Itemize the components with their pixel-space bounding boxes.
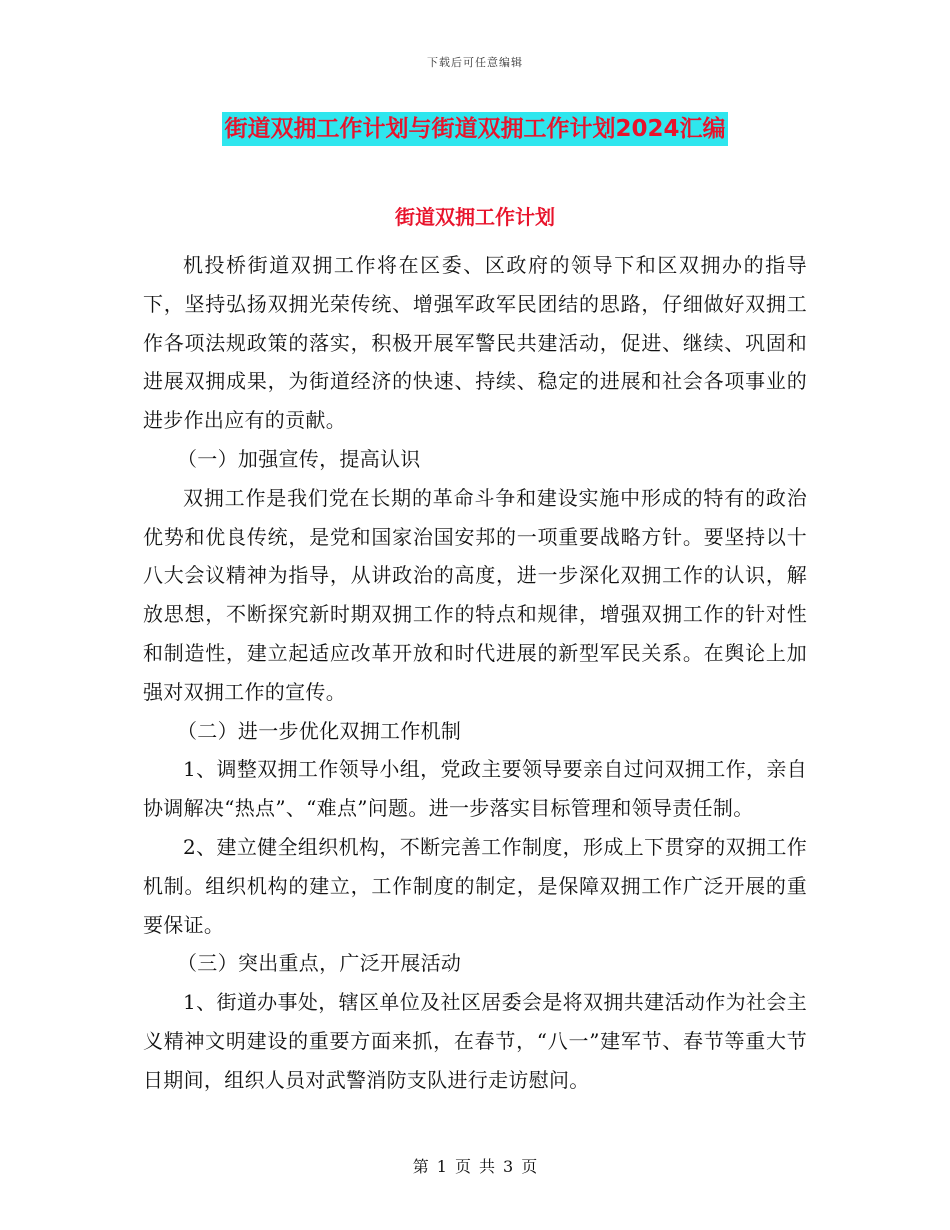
section-heading-1: （一）加强宣传，提高认识 [177,446,421,471]
header-note: 下载后可任意编辑 [427,56,523,69]
footer-page-unit: 页 [454,1157,471,1176]
main-title: 街道双拥工作计划与街道双拥工作计划2024汇编 [222,112,727,146]
footer-page-current: 1 [436,1157,447,1176]
page-footer [0,1154,950,1177]
section-title: 街道双拥工作计划 [395,205,555,229]
paragraph-section-1: 双拥工作是我们党在长期的革命斗争和建设实施中形成的特有的政治优势和优良传统，是党和国家治国安邦的一项重要战略方针。要坚持以十八大会议精神为指导，从讲政治的高度，进一步深化双拥工作的认识，解放思想，不断探究新时期双拥工作的特点和规律，增强双拥工作的针对性和制造性，建立起适应改革开放和时代进展的新型军民关系。在舆论上加强对双拥工作的宣传。 [143,485,807,704]
paragraph-item-3-1: 1、街道办事处，辖区单位及社区居委会是将双拥共建活动作为社会主义精神文明建设的重要方面来抓，在春节，“八一”建军节、春节等重大节日期间，组织人员对武警消防支队进行走访慰问。 [143,990,807,1092]
footer-total-unit: 页 [521,1157,538,1176]
footer-page-label: 第 [412,1157,429,1176]
section-heading-3: （三）突出重点，广泛开展活动 [177,951,462,976]
document-body [143,246,807,1100]
footer-total-label: 共 [479,1157,496,1176]
paragraph-intro: 机投桥街道双拥工作将在区委、区政府的领导下和区双拥办的指导下，坚持弘扬双拥光荣传统、增强军政军民团结的思路，仔细做好双拥工作各项法规政策的落实，积极开展军警民共建活动，促进、继续、巩固和进展双拥成果，为街道经济的快速、持续、稳定的进展和社会各项事业的进步作出应有的贡献。 [143,253,807,433]
main-title-container [0,112,950,146]
paragraph-item-2-2: 2、建立健全组织机构，不断完善工作制度，形成上下贯穿的双拥工作机制。组织机构的建立，工作制度的制定，是保障双拥工作广泛开展的重要保证。 [143,834,807,937]
section-heading-2: （二）进一步优化双拥工作机制 [177,718,462,743]
paragraph-item-2-1: 1、调整双拥工作领导小组，党政主要领导要亲自过问双拥工作，亲自协调解决“热点”、“难点”问题。进一步落实目标管理和领导责任制。 [143,757,807,821]
footer-page-total: 3 [503,1157,514,1176]
